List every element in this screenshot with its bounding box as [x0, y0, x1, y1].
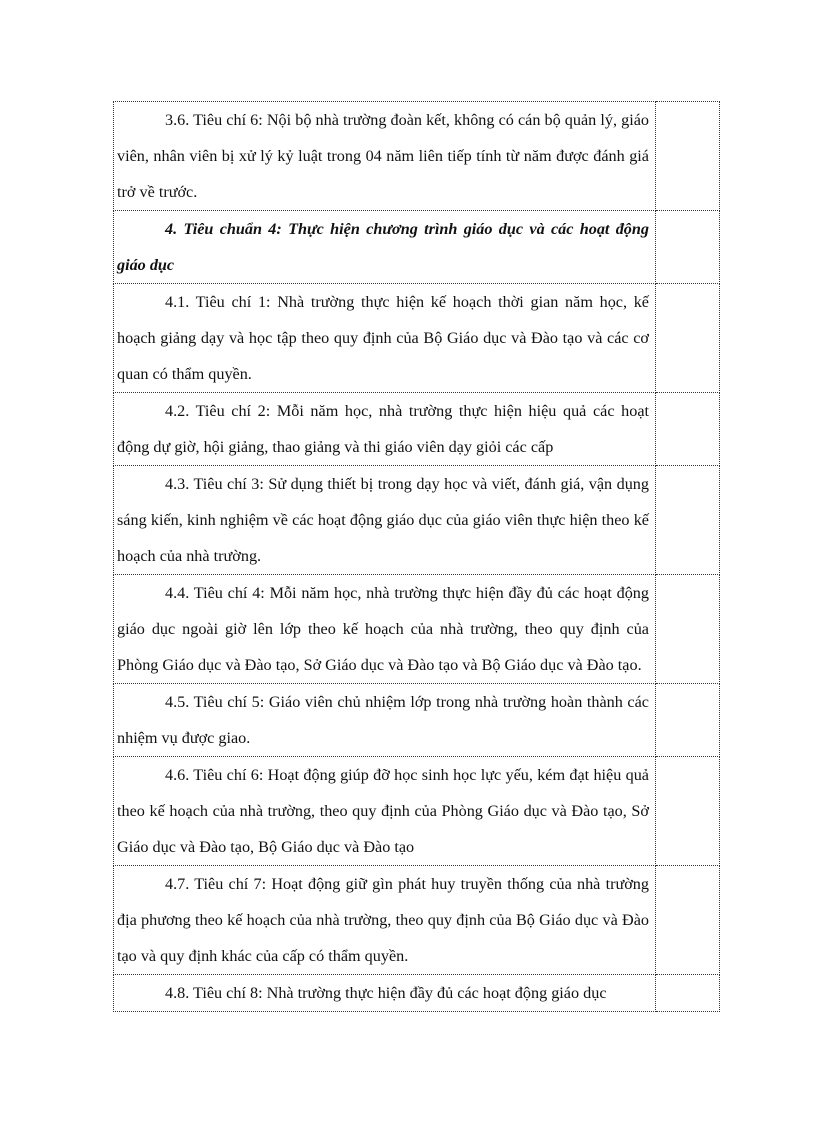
criterion-4-5-text: 4.5. Tiêu chí 5: Giáo viên chủ nhiệm lớp trong nhà trường hoàn thành các nhiệm vụ được giao.: [117, 693, 649, 747]
criterion-cell: [114, 575, 656, 684]
table-row: [114, 757, 720, 866]
side-cell: [656, 975, 720, 1012]
standard-4-heading: 4. Tiêu chuẩn 4: Thực hiện chương trình giáo dục và các hoạt động giáo dục: [117, 220, 649, 274]
criterion-3-6-text: 3.6. Tiêu chí 6: Nội bộ nhà trường đoàn kết, không có cán bộ quản lý, giáo viên, nhân viên bị xử lý kỷ luật trong 04 năm liên tiếp tính từ năm được đánh giá trở về trước.: [117, 111, 649, 201]
criterion-cell: [114, 284, 656, 393]
table-row: [114, 684, 720, 757]
criterion-cell: [114, 466, 656, 575]
table-row: [114, 393, 720, 466]
side-cell: [656, 466, 720, 575]
side-cell: [656, 102, 720, 211]
table-row: [114, 975, 720, 1012]
table-row: [114, 466, 720, 575]
side-cell: [656, 684, 720, 757]
table-row: [114, 211, 720, 284]
criterion-cell: [114, 211, 656, 284]
criterion-cell: [114, 757, 656, 866]
table-row: [114, 575, 720, 684]
table-row: [114, 102, 720, 211]
criterion-cell: [114, 393, 656, 466]
criterion-cell: [114, 866, 656, 975]
criteria-table: [113, 101, 720, 1012]
criterion-4-4-text: 4.4. Tiêu chí 4: Mỗi năm học, nhà trường thực hiện đầy đủ các hoạt động giáo dục ngoài giờ lên lớp theo kế hoạch của nhà trường, theo quy định của Phòng Giáo dục và Đào tạo, Sở Giáo dục và Đào tạo và Bộ Giáo dục và Đào tạo.: [117, 584, 649, 674]
table-row: [114, 284, 720, 393]
criterion-4-8-text: 4.8. Tiêu chí 8: Nhà trường thực hiện đầy đủ các hoạt động giáo dục: [165, 984, 607, 1002]
table-row: [114, 866, 720, 975]
side-cell: [656, 866, 720, 975]
criterion-4-3-text: 4.3. Tiêu chí 3: Sử dụng thiết bị trong dạy học và viết, đánh giá, vận dụng sáng kiến, kinh nghiệm về các hoạt động giáo dục của giáo viên thực hiện theo kế hoạch của nhà trường.: [117, 475, 649, 565]
side-cell: [656, 393, 720, 466]
side-cell: [656, 757, 720, 866]
side-cell: [656, 211, 720, 284]
criterion-4-2-text: 4.2. Tiêu chí 2: Mỗi năm học, nhà trường thực hiện hiệu quả các hoạt động dự giờ, hội giảng, thao giảng và thi giáo viên dạy giỏi các cấp: [117, 402, 649, 456]
side-cell: [656, 284, 720, 393]
criterion-4-1-text: 4.1. Tiêu chí 1: Nhà trường thực hiện kế hoạch thời gian năm học, kế hoạch giảng dạy và học tập theo quy định của Bộ Giáo dục và Đào tạo và các cơ quan có thẩm quyền.: [117, 293, 649, 383]
criterion-cell: [114, 684, 656, 757]
criterion-cell: [114, 975, 656, 1012]
side-cell: [656, 575, 720, 684]
criterion-cell: [114, 102, 656, 211]
criterion-4-6-text: 4.6. Tiêu chí 6: Hoạt động giúp đỡ học sinh học lực yếu, kém đạt hiệu quả theo kế hoạch của nhà trường, theo quy định của Phòng Giáo dục và Đào tạo, Sở Giáo dục và Đào tạo, Bộ Giáo dục và Đào tạo: [117, 766, 649, 856]
criterion-4-7-text: 4.7. Tiêu chí 7: Hoạt động giữ gìn phát huy truyền thống của nhà trường địa phương theo kế hoạch của nhà trường, theo quy định của Bộ Giáo dục và Đào tạo và quy định khác của cấp có thẩm quyền.: [117, 875, 649, 965]
